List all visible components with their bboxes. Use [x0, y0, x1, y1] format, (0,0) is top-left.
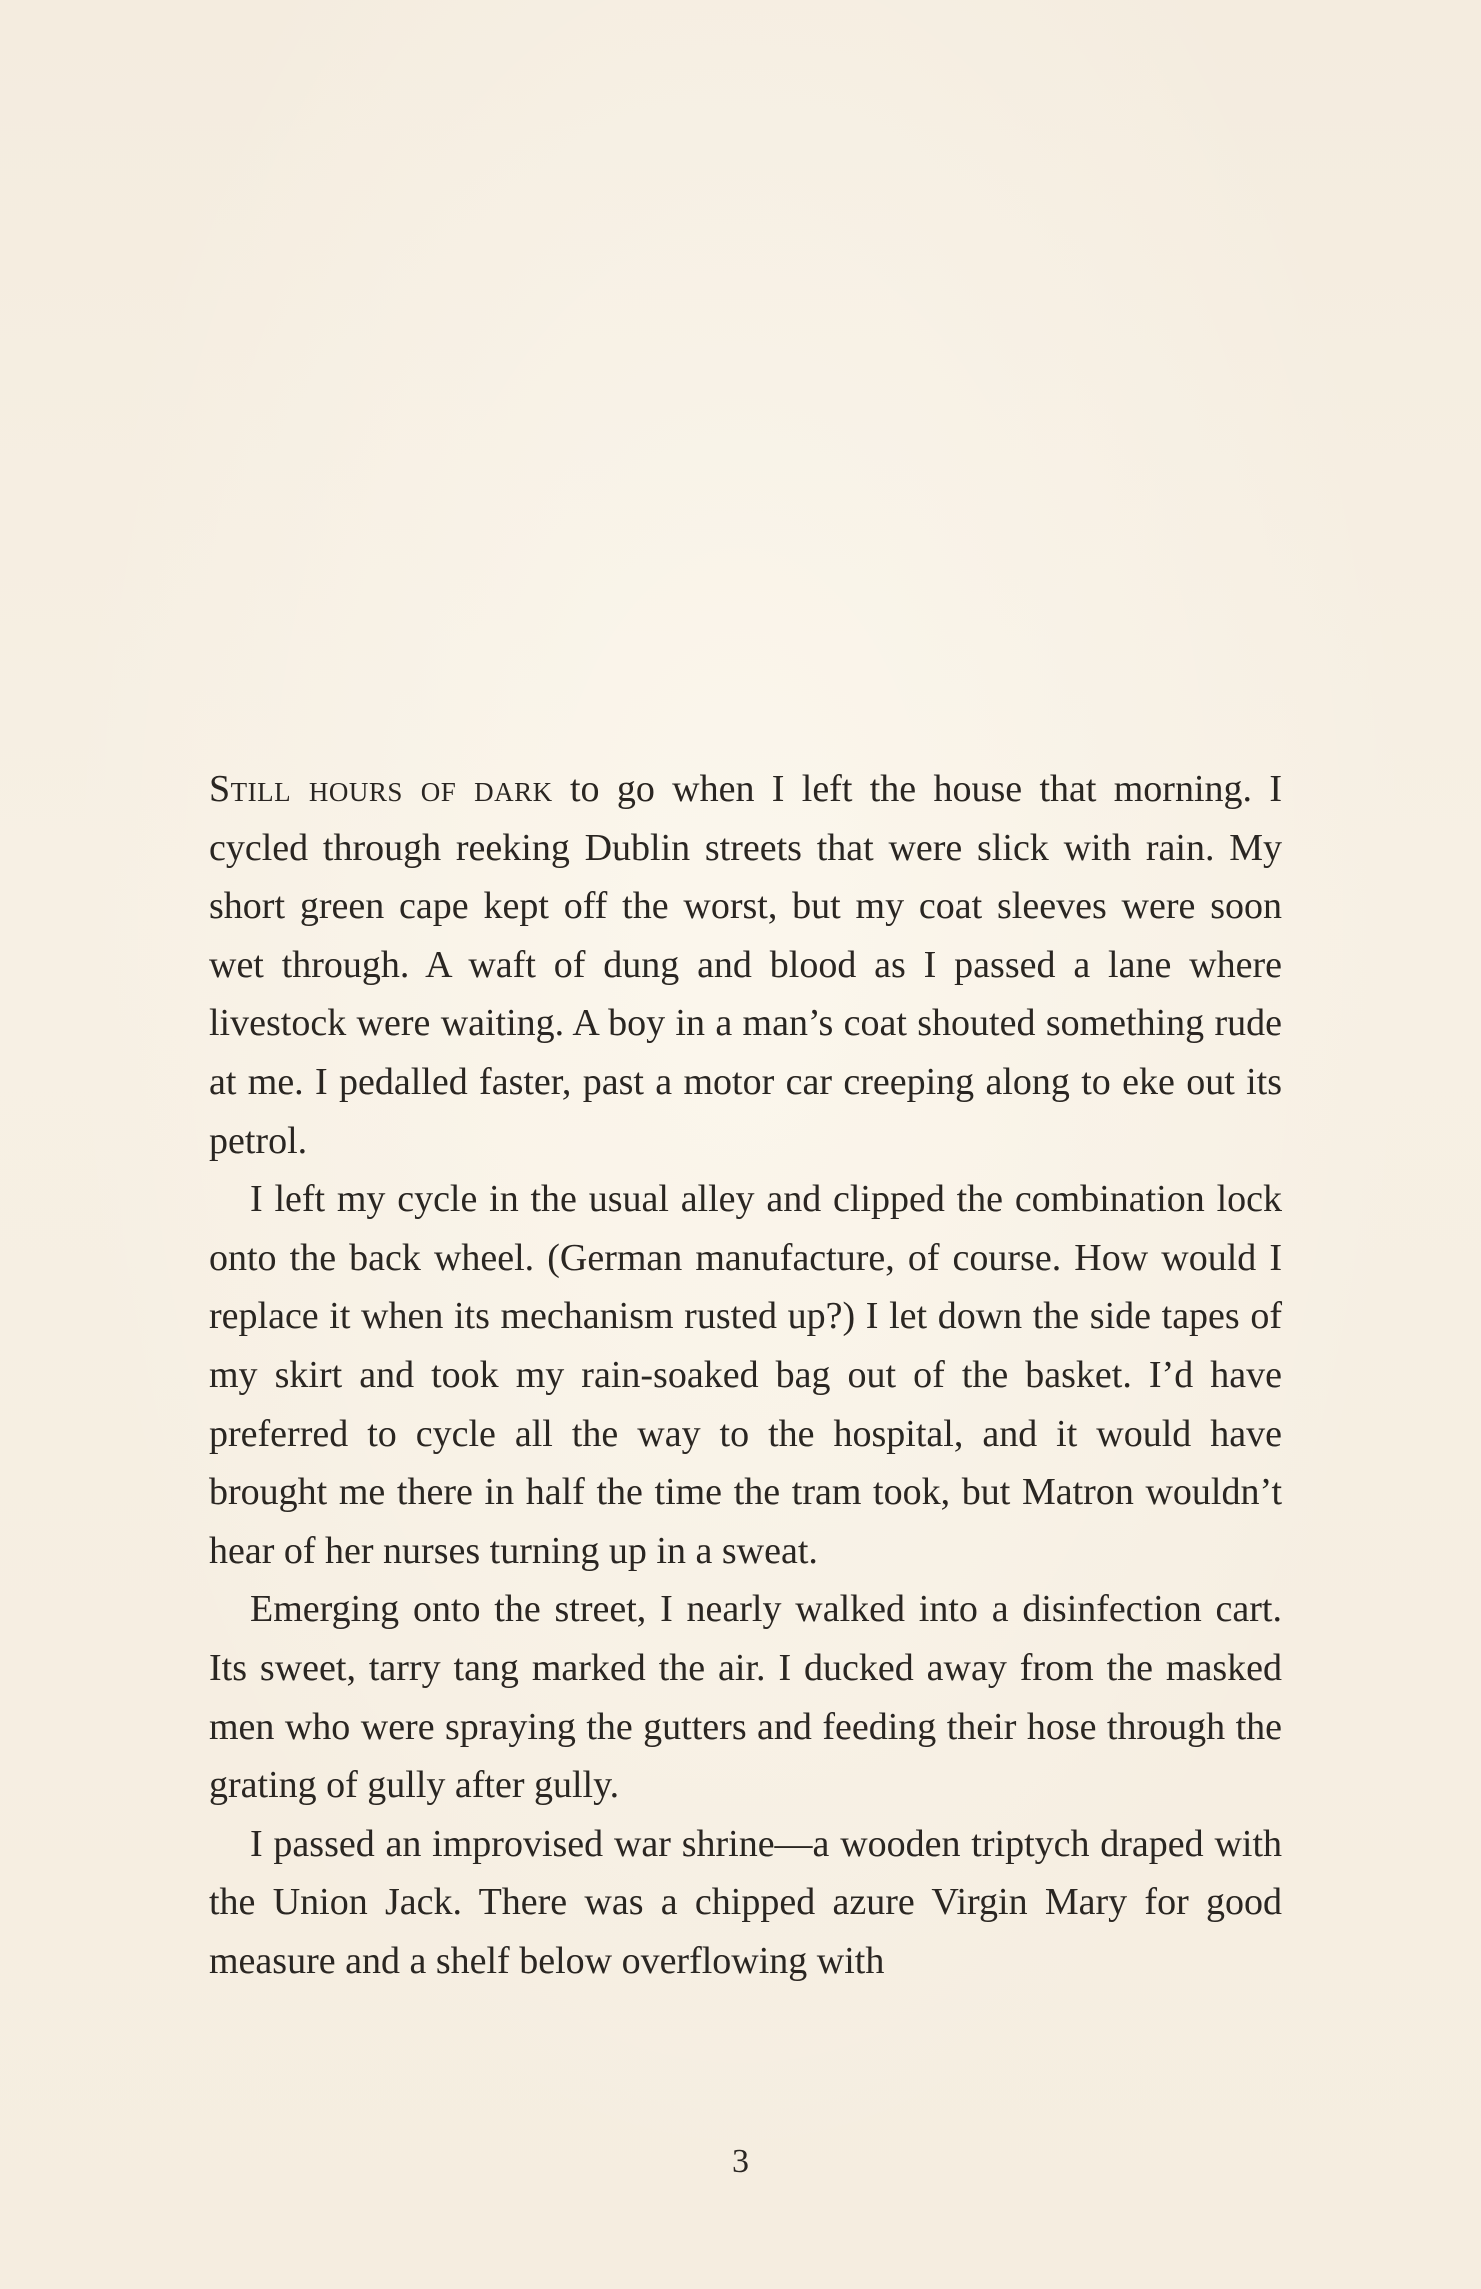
paragraph-4: I passed an improvised war shrine—a wooden triptych draped with the Union Jack. There was a chipped azure Virgin Mary for good measure and a shelf below overflowing with [209, 1822, 1282, 1982]
paragraph-2: I left my cycle in the usual alley and clipped the combination lock onto the back wheel. (German manufacture, of course. How would I replace it when its mechanism rusted up?) I let down the side tapes of my skirt and took my rain-soaked bag out of the basket. I’d have preferred to cycle all the way to the hospital, and it would have brought me there in half the time the tram took, but Matron wouldn’t hear of her nurses turning up in a sweat. [209, 1178, 1282, 1572]
opening-smallcaps: Still hours of dark [209, 768, 553, 810]
paragraph-1-text: to go when I left the house that morning. I cycled through reeking Dublin streets that were slick with rain. My short green cape kept off the worst, but my coat sleeves were soon wet through. A waft of dung and blood as I passed a lane where livestock were waiting. A boy in a man’s coat shouted something rude at me. I pedalled faster, past a motor car creeping along to eke out its petrol. [209, 768, 1282, 1162]
paragraph-1 [209, 760, 1282, 1170]
body-text [209, 760, 1282, 1990]
page-number: 3 [732, 2143, 749, 2180]
paragraph-3: Emerging onto the street, I nearly walked into a disinfection cart. Its sweet, tarry tang marked the air. I ducked away from the masked men who were spraying the gutters and feeding their hose through the grating of gully after gully. [209, 1588, 1282, 1807]
